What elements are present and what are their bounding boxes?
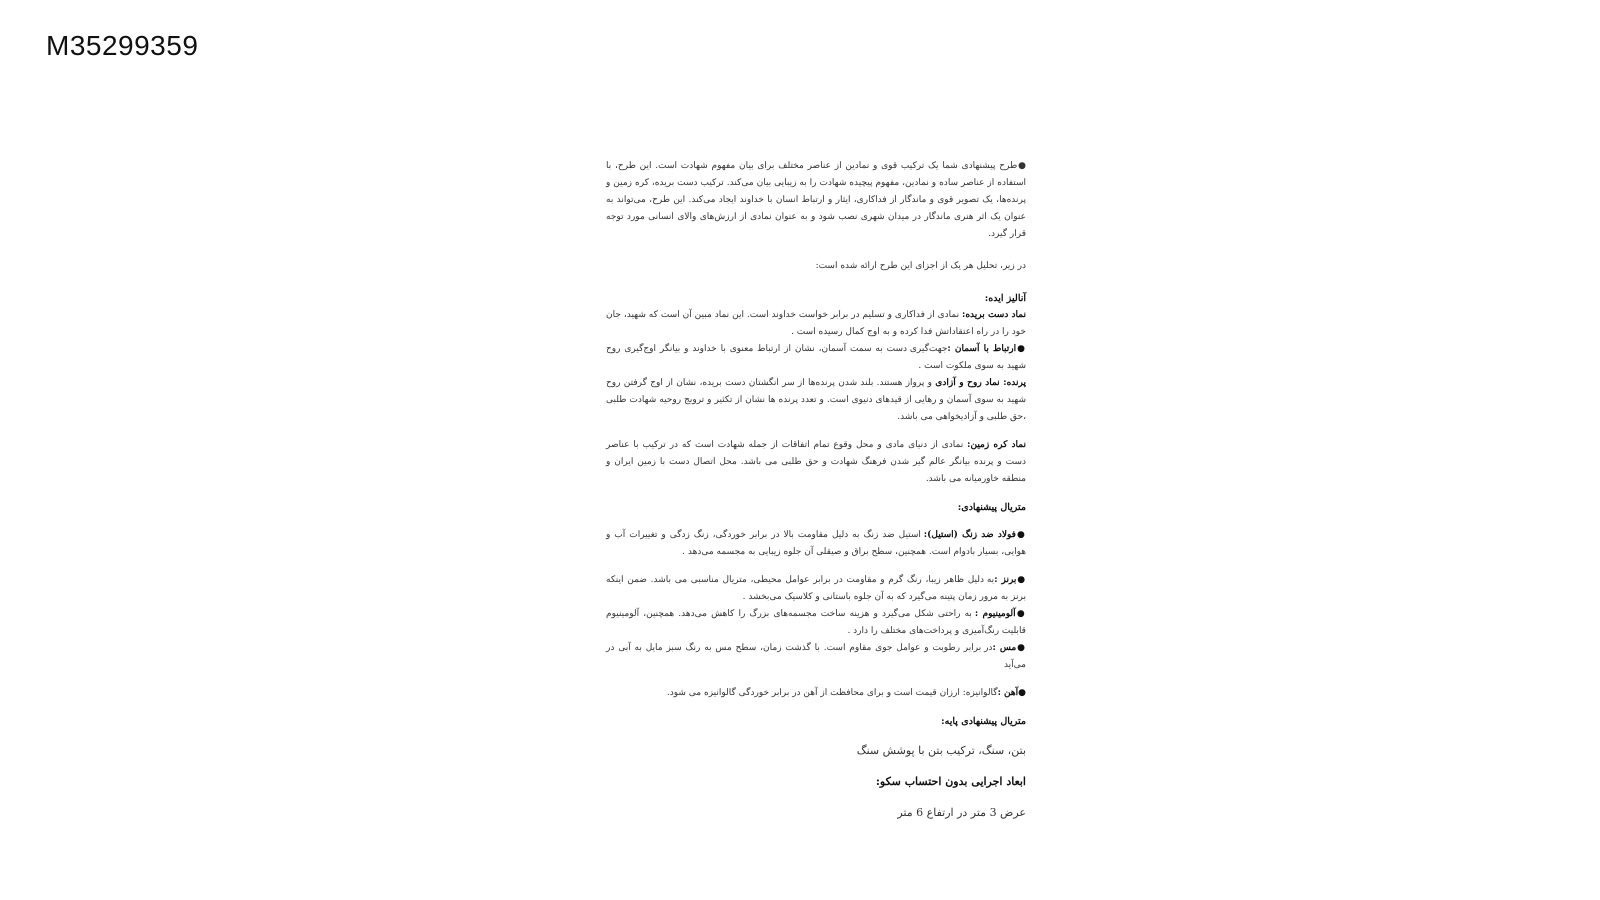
globe-text: نمادی از دنیای مادی و محل وقوع تمام اتفاقات از جمله شهادت است که در ترکیب با عناصر دست و پرنده بیانگر عالم گیر شدن فرهنگ شهادت و حق طلبی می باشد. محل اتصال دست با زمین ایران و منطقه خاورمیانه می باشد. — [606, 440, 1026, 484]
analysis-heading: آنالیز ایده: — [984, 293, 1026, 304]
sky-paragraph — [606, 341, 1026, 375]
sky-text: جهت‌گیری دست به سمت آسمان، نشان از ارتباط معنوی با خداوند و بیانگر اوج‌گیری روح شهید به سوی ملکوت است . — [606, 344, 1026, 371]
hand-text: نمادی از فداکاری و تسلیم در برابر خواست خداوند است. این نماد مبین آن است که شهید، جان خود را در راه اعتقاداتش فدا کرده و به اوج کمال رسیده است . — [606, 310, 1026, 337]
sky-label: ●ارتباط با آسمان : — [947, 344, 1026, 354]
bird-text: و پرواز هستند. بلند شدن پرنده‌ها از سر انگشتان دست بریده، نشان از اوج گرفتن روح شهید به سوی آسمان و رهایی از قیدهای دنیوی است. و تعدد پرنده ها نشان از تکثیر و ترویج روحیه شهادت طلبی ،حق طلبی و آزادیخواهی می باشد. — [606, 378, 1026, 422]
bird-paragraph — [606, 375, 1026, 426]
materials-heading: متریال پیشنهادی: — [957, 502, 1026, 513]
iron-text: گالوانیزه: ارزان قیمت است و برای محافظت از آهن در برابر خوردگی گالوانیزه می شود. — [666, 688, 998, 698]
bronze-paragraph — [606, 572, 1026, 606]
document-id-label: M35299359 — [46, 30, 199, 61]
document-page — [606, 158, 1027, 819]
base-heading: متریال پیشنهادی پایه: — [941, 716, 1026, 727]
steel-label: ●فولاد ضد زنگ (استیل): — [923, 530, 1026, 540]
steel-text: استیل ضد زنگ به دلیل مقاومت بالا در برابر خوردگی، زنگ زدگی و تغییرات آب و هوایی، بسیار بادوام است. همچنین، سطح براق و صیقلی آن جلوه زیبایی به مجسمه می‌دهد . — [606, 530, 1026, 557]
base-text: بتن، سنگ، ترکیب بتن با پوشش سنگ — [856, 744, 1026, 757]
iron-paragraph — [606, 685, 1026, 702]
dims-text: عرض 3 متر در ارتفاع 6 متر — [897, 806, 1026, 819]
bronze-text: به دلیل ظاهر زیبا، رنگ گرم و مقاومت در برابر عوامل محیطی، متریال مناسبی می باشد. ضمن اینکه برنز به مرور زمان پتینه می‌گیرد که به آن جلوه باستانی و کلاسیک می‌بخشد . — [606, 575, 1026, 602]
copper-label: ●مس : — [992, 643, 1026, 653]
hand-label: نماد دست بریده: — [962, 310, 1026, 320]
steel-paragraph — [606, 527, 1026, 561]
bronze-label: ●برنز : — [994, 575, 1026, 585]
aluminum-text: به راحتی شکل می‌گیرد و هزینه ساخت مجسمه‌های بزرگ را کاهش می‌دهد. همچنین، آلومینیوم قابلیت رنگ‌آمیزی و پرداخت‌های مختلف را دارد . — [606, 609, 1026, 636]
copper-text: در برابر رطوبت و عوامل جوی مقاوم است. با گذشت زمان، سطح مس به رنگ سبز مایل به آبی در می‌آید — [606, 643, 1026, 670]
aluminum-label: ●آلومینیوم : — [974, 609, 1027, 619]
globe-label: نماد کره زمین: — [967, 440, 1026, 450]
dims-heading: ابعاد اجرایی بدون احتساب سکو: — [875, 775, 1026, 788]
bird-label: پرنده: نماد روح و آزادی — [935, 378, 1026, 388]
iron-label: ●آهن : — [997, 688, 1026, 698]
analysis-intro: در زیر، تحلیل هر یک از اجزای این طرح ارائه شده است: — [815, 261, 1026, 271]
globe-paragraph — [606, 437, 1026, 488]
intro-paragraph: ●طرح پیشنهادی شما یک ترکیب قوی و نمادین از عناصر مختلف برای بیان مفهوم شهادت است. این طرح، با استفاده از عناصر ساده و نمادین، مفهوم پیچیده شهادت را به زیبایی بیان می‌کند. ترکیب دست بریده، کره زمین و پرنده‌ها، یک تصویر قوی و ماندگار از فداکاری، ایثار و ارتباط انسان با خداوند ایجاد می‌کند. این طرح، می‌تواند به عنوان یک اثر هنری ماندگار در میدان شهری نصب شود و به عنوان نمادی از ارزش‌های والای انسانی مورد توجه قرار گیرد. — [606, 161, 1026, 239]
aluminum-paragraph — [606, 606, 1026, 640]
copper-paragraph — [606, 640, 1026, 674]
hand-paragraph — [606, 307, 1026, 341]
